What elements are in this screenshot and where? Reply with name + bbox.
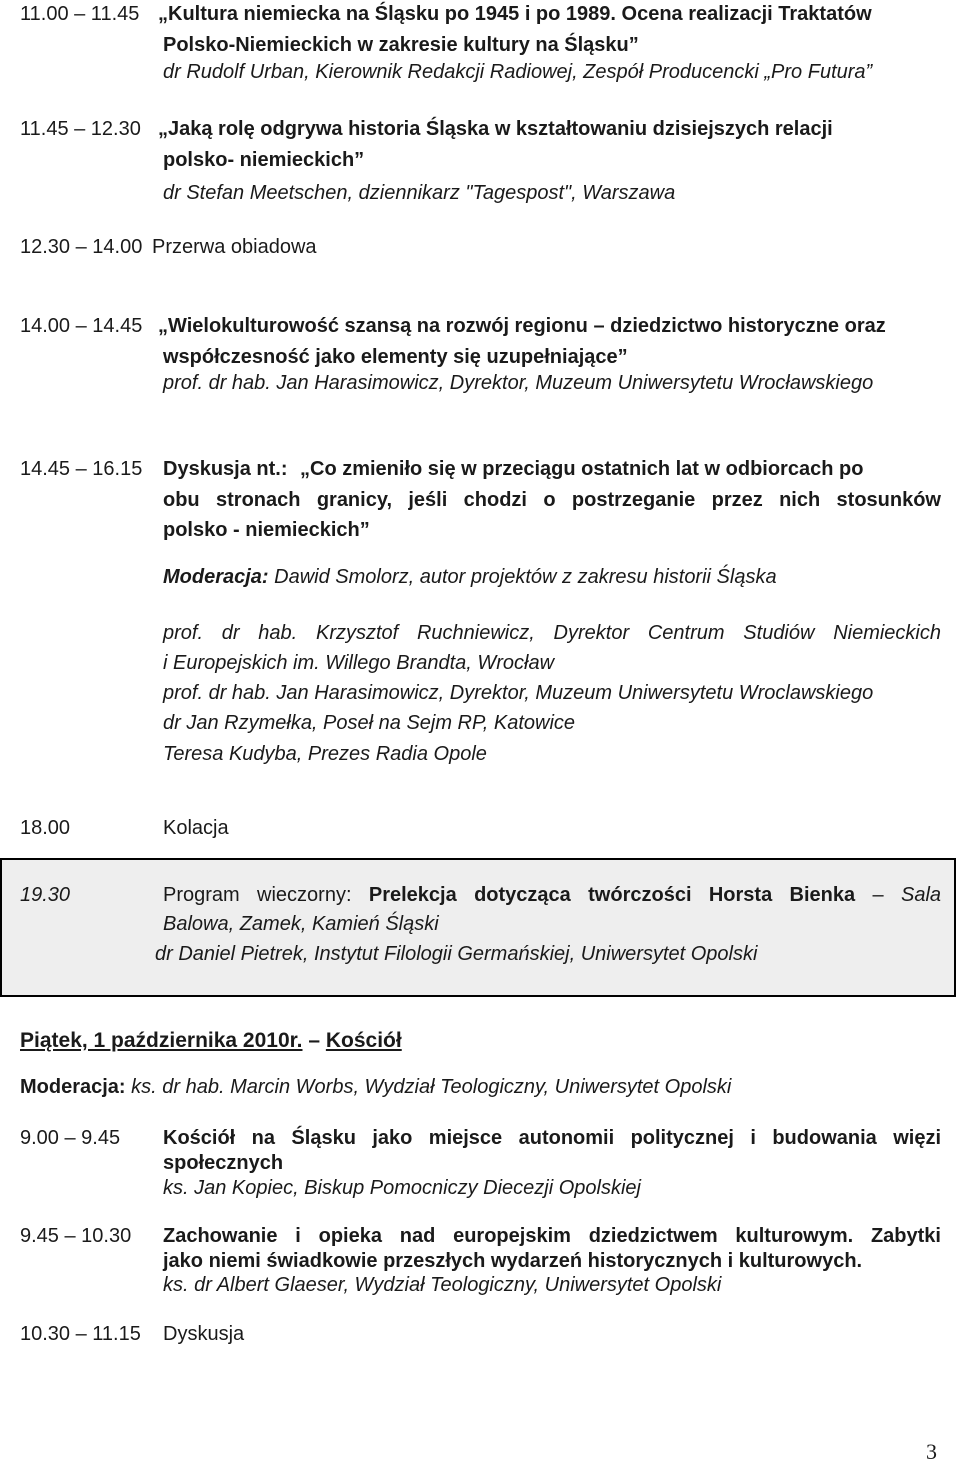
- session-title-cont: Polsko-Niemieckich w zakresie kultury na Śląsku”: [163, 34, 639, 56]
- session-title-cont: polsko - niemieckich”: [163, 519, 370, 541]
- moderator: [163, 567, 777, 587]
- session-time: 11.45 – 12.30: [20, 118, 141, 140]
- panelist-cont: i Europejskich im. Willego Brandta, Wrocław: [163, 652, 555, 674]
- program-place-cont: Balowa, Zamek, Kamień Śląski: [163, 913, 439, 935]
- moderator-text: ks. dr hab. Marcin Worbs, Wydział Teologiczny, Uniwersytet Opolski: [131, 1076, 732, 1098]
- session-speaker: ks. Jan Kopiec, Biskup Pomocniczy Diecezji Opolskiej: [163, 1177, 641, 1199]
- session-time: 14.00 – 14.45: [20, 315, 143, 337]
- day-heading-dash: –: [308, 1029, 321, 1052]
- session-time: 10.30 – 11.15: [20, 1323, 141, 1345]
- day-heading-date: Piątek, 1 października 2010r.: [20, 1029, 303, 1052]
- speaker-name: Jan Harasimowicz, Dyrektor, Muzeum Uniwersytetu Wrocławskiego: [276, 372, 874, 394]
- session-title: Kolacja: [163, 817, 229, 839]
- session-time: 9.45 – 10.30: [20, 1225, 132, 1247]
- program-dash: –: [872, 884, 884, 906]
- moderator-label: Moderacja:: [163, 566, 269, 588]
- moderator-label: Moderacja:: [20, 1076, 126, 1098]
- session-title: Kościół na Śląsku jako miejsce autonomii politycznej i budowania więzi: [163, 1127, 941, 1149]
- session-title: Przerwa obiadowa: [152, 236, 317, 258]
- session-title-cont: obu stronach granicy, jeśli chodzi o postrzeganie przez nich stosunków: [163, 489, 941, 511]
- session-time: 14.45 – 16.15: [20, 458, 143, 480]
- evening-program-box: [0, 858, 956, 997]
- session-time: 11.00 – 11.45: [20, 3, 140, 25]
- session-title: [163, 885, 941, 905]
- moderator-text: Dawid Smolorz, autor projektów z zakresu historii Śląska: [274, 566, 777, 588]
- session-title-cont: polsko- niemieckich”: [163, 149, 365, 171]
- day-heading-topic: Kościół: [325, 1029, 402, 1052]
- session-title: „Kultura niemiecka na Śląsku po 1945 i po 1989. Ocena realizacji Traktatów: [158, 3, 872, 25]
- session-title-cont: społecznych: [163, 1152, 284, 1174]
- panelist: dr Jan Rzymełka, Poseł na Sejm RP, Katowice: [163, 712, 576, 734]
- page-number: 3: [926, 1439, 937, 1464]
- session-title-cont: jako niemi świadkowie przeszłych wydarzeń historycznych i kulturowych.: [163, 1250, 863, 1272]
- session-title: „Jaką rolę odgrywa historia Śląska w kształtowaniu dzisiejszych relacji: [158, 118, 833, 140]
- session-speaker: [163, 373, 873, 393]
- session-title: Dyskusja: [163, 1323, 245, 1345]
- panelist: Teresa Kudyba, Prezes Radia Opole: [163, 743, 487, 765]
- program-place: Sala: [900, 884, 942, 906]
- discussion-label: Dyskusja nt.:: [163, 458, 288, 480]
- session-time: 9.00 – 9.45: [20, 1127, 121, 1149]
- session-speaker: ks. dr Albert Glaeser, Wydział Teologiczny, Uniwersytet Opolski: [163, 1274, 722, 1296]
- program-prefix: Program wieczorny:: [163, 884, 352, 906]
- panelist-name: Jan Harasimowicz, Dyrektor, Muzeum Uniwersytetu Wroclawskiego: [276, 682, 874, 704]
- session-title-cont: współczesność jako elementy się uzupełniające”: [163, 346, 628, 368]
- session-title: „Co zmieniło się w przeciągu ostatnich lat w odbiorcach po: [300, 458, 864, 480]
- speaker-title-prefix: prof. dr hab.: [163, 372, 271, 394]
- session-time: 19.30: [20, 884, 71, 906]
- panelist: [163, 683, 873, 703]
- session-title: Zachowanie i opieka nad europejskim dziedzictwem kulturowym. Zabytki: [163, 1225, 941, 1247]
- session-time: 18.00: [20, 817, 71, 839]
- panelist: prof. dr hab. Krzysztof Ruchniewicz, Dyrektor Centrum Studiów Niemieckich: [163, 622, 941, 644]
- day-heading: [20, 1030, 402, 1051]
- session-speaker: dr Rudolf Urban, Kierownik Redakcji Radiowej, Zespół Producencki „Pro Futura”: [163, 61, 873, 83]
- session-time: 12.30 – 14.00: [20, 236, 143, 258]
- session-title: „Wielokulturowość szansą na rozwój regionu – dziedzictwo historyczne oraz: [158, 315, 886, 337]
- panelist-title-prefix: prof. dr hab.: [163, 682, 271, 704]
- program-title: Prelekcja dotycząca twórczości Horsta Bienka: [368, 884, 856, 906]
- session-speaker: dr Daniel Pietrek, Instytut Filologii Germańskiej, Uniwersytet Opolski: [155, 943, 758, 965]
- session-speaker: dr Stefan Meetschen, dziennikarz "Tagespost", Warszawa: [163, 182, 676, 204]
- day-moderator: [20, 1077, 731, 1097]
